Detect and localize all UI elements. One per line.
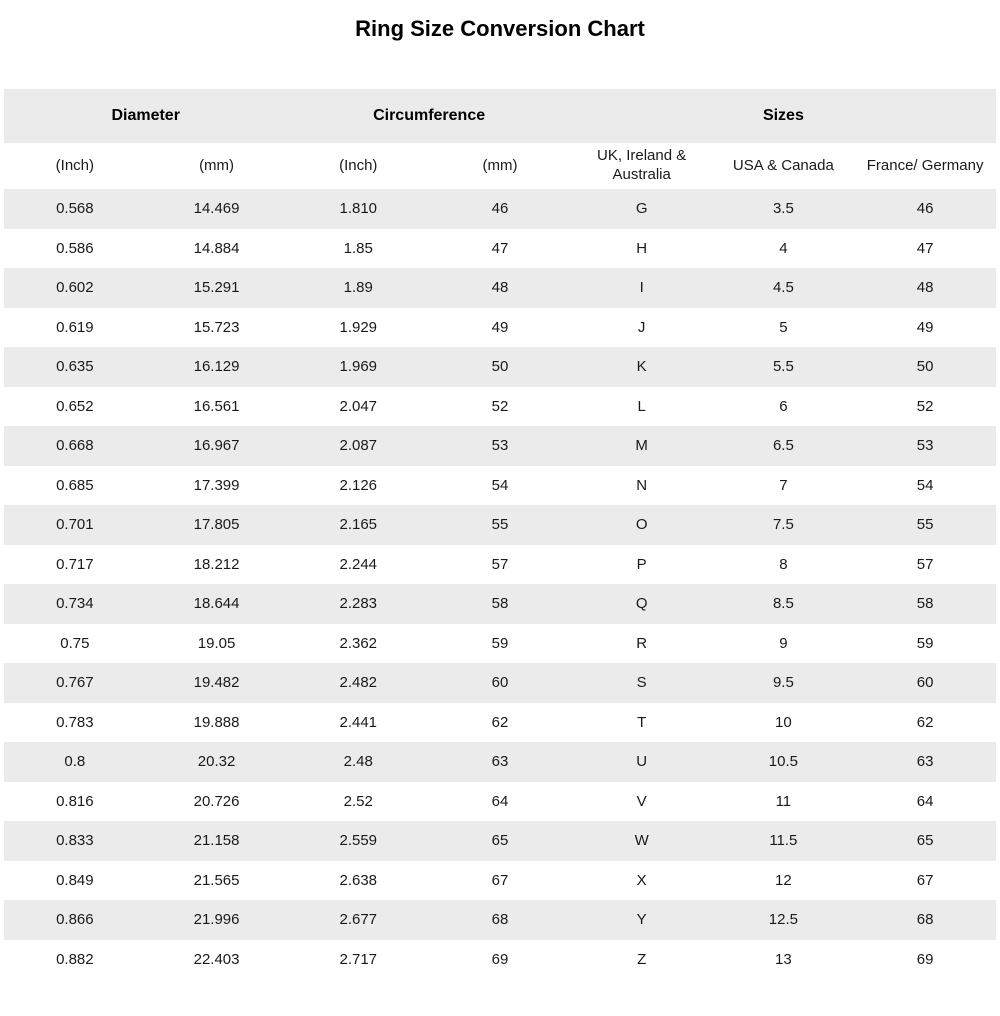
table-row: [4, 624, 996, 664]
table-cell: 12: [775, 871, 792, 889]
table-cell: 0.635: [56, 358, 94, 376]
table-cell: 0.75: [60, 634, 90, 652]
table-cell: 8: [779, 555, 788, 573]
table-row: [4, 387, 996, 427]
table-cell: 57: [491, 555, 509, 573]
table-cell: 0.816: [56, 792, 94, 810]
table-cell: M: [635, 437, 648, 455]
table-cell: 67: [916, 871, 934, 889]
table-cell: 14.884: [193, 239, 240, 257]
table-cell: 0.652: [56, 397, 94, 415]
table-row: [4, 229, 996, 269]
table-cell: 64: [491, 792, 509, 810]
column-header-france-germany: France/ Germany: [854, 143, 996, 189]
table-cell: 0.8: [64, 753, 86, 771]
table-cell: 18.212: [193, 555, 240, 573]
table-cell: 16.561: [193, 397, 240, 415]
table-cell: 65: [916, 832, 934, 850]
table-cell: 55: [491, 516, 509, 534]
table-cell: 47: [916, 239, 934, 257]
table-cell: 2.559: [339, 832, 378, 850]
column-header-circumference-inch: (Inch): [287, 143, 429, 189]
table-cell: 46: [491, 200, 509, 218]
table-row: [4, 466, 996, 506]
table-cell: 5.5: [772, 358, 794, 376]
column-group-row: [4, 89, 996, 143]
table-cell: 60: [491, 674, 509, 692]
table-cell: 58: [491, 595, 509, 613]
table-cell: O: [635, 516, 648, 534]
table-cell: 2.717: [339, 950, 378, 968]
table-cell: 3.5: [772, 200, 794, 218]
table-cell: W: [634, 832, 649, 850]
table-cell: 48: [491, 279, 509, 297]
table-cell: 19.482: [193, 674, 240, 692]
table-cell: 62: [491, 713, 509, 731]
table-cell: 0.619: [56, 318, 94, 336]
group-header-sizes: Sizes: [571, 89, 996, 143]
table-cell: 2.482: [339, 674, 378, 692]
table-cell: 46: [916, 200, 934, 218]
table-cell: 20.726: [193, 792, 240, 810]
table-row: [4, 900, 996, 940]
table-cell: 6: [779, 397, 788, 415]
table-row: [4, 940, 996, 980]
table-cell: N: [636, 476, 648, 494]
table-cell: 19.888: [193, 713, 240, 731]
table-cell: 59: [916, 634, 934, 652]
table-cell: Q: [635, 595, 648, 613]
table-cell: 2.283: [339, 595, 378, 613]
table-cell: 0.685: [56, 476, 94, 494]
table-cell: 58: [916, 595, 934, 613]
table-row: [4, 861, 996, 901]
table-cell: Y: [636, 911, 647, 929]
table-cell: 52: [491, 397, 509, 415]
table-cell: V: [636, 792, 647, 810]
table-cell: 15.291: [193, 279, 240, 297]
table-row: [4, 663, 996, 703]
table-cell: 2.441: [339, 713, 378, 731]
table-row: [4, 189, 996, 229]
column-header-row: [4, 143, 996, 189]
table-cell: 67: [491, 871, 509, 889]
table-cell: 7.5: [772, 516, 794, 534]
table-cell: 68: [916, 911, 934, 929]
table-cell: 65: [491, 832, 509, 850]
table-row: [4, 505, 996, 545]
table-cell: 53: [491, 437, 509, 455]
table-cell: 54: [491, 476, 509, 494]
table-cell: 9: [779, 634, 788, 652]
table-cell: 2.244: [339, 555, 378, 573]
table-cell: 0.882: [56, 950, 94, 968]
table-row: [4, 821, 996, 861]
table-cell: 49: [916, 318, 934, 336]
table-cell: 14.469: [193, 200, 240, 218]
table-cell: 1.810: [339, 200, 378, 218]
table-cell: 10.5: [768, 753, 798, 771]
table-cell: 1.969: [339, 358, 378, 376]
table-cell: 18.644: [193, 595, 240, 613]
table-cell: 7: [779, 476, 788, 494]
table-cell: K: [636, 358, 647, 376]
page-title: Ring Size Conversion Chart: [355, 16, 645, 41]
table-row: [4, 703, 996, 743]
table-cell: T: [637, 713, 647, 731]
table-cell: 48: [916, 279, 934, 297]
table-cell: U: [636, 753, 648, 771]
table-row: [4, 426, 996, 466]
table-cell: 1.85: [343, 239, 373, 257]
table-cell: J: [637, 318, 646, 336]
table-cell: 15.723: [193, 318, 240, 336]
table-cell: 11: [775, 792, 792, 810]
table-cell: 11.5: [769, 832, 798, 850]
table-cell: 21.565: [193, 871, 240, 889]
table-cell: 21.996: [193, 911, 240, 929]
table-cell: 0.734: [56, 595, 94, 613]
table-cell: H: [636, 239, 648, 257]
table-cell: 13: [775, 950, 792, 968]
table-cell: 10: [775, 713, 792, 731]
table-cell: 4: [779, 239, 788, 257]
table-cell: 2.362: [339, 634, 378, 652]
table-cell: 16.129: [193, 358, 240, 376]
table-cell: 62: [916, 713, 934, 731]
table-cell: R: [636, 634, 648, 652]
table-cell: 54: [916, 476, 934, 494]
column-header-circumference-mm: (mm): [429, 143, 571, 189]
table-cell: 2.48: [343, 753, 373, 771]
table-cell: 17.805: [193, 516, 240, 534]
table-cell: 53: [916, 437, 934, 455]
table-cell: 47: [491, 239, 509, 257]
table-cell: 69: [491, 950, 509, 968]
table-cell: I: [639, 279, 644, 297]
table-cell: 5: [779, 318, 788, 336]
table-cell: 0.717: [56, 555, 94, 573]
table-cell: 0.568: [56, 200, 94, 218]
column-header-diameter-mm: (mm): [146, 143, 288, 189]
table-cell: 0.849: [56, 871, 94, 889]
table-cell: 69: [916, 950, 934, 968]
table-cell: 50: [916, 358, 934, 376]
table-cell: 2.52: [343, 792, 373, 810]
table-cell: 2.126: [339, 476, 378, 494]
table-cell: 49: [491, 318, 509, 336]
table-cell: 20.32: [197, 753, 236, 771]
table-cell: 68: [491, 911, 509, 929]
table-cell: 55: [916, 516, 934, 534]
table-row: [4, 347, 996, 387]
table-cell: 0.701: [56, 516, 94, 534]
table-cell: 4.5: [772, 279, 794, 297]
column-header-usa-canada: USA & Canada: [713, 143, 855, 189]
table-cell: 63: [491, 753, 509, 771]
table-cell: G: [635, 200, 648, 218]
table-cell: S: [636, 674, 647, 692]
table-cell: 9.5: [772, 674, 794, 692]
table-cell: 0.602: [56, 279, 94, 297]
ring-size-conversion-table: [4, 89, 996, 979]
table-row: [4, 545, 996, 585]
table-cell: 16.967: [193, 437, 240, 455]
table-cell: X: [636, 871, 647, 889]
column-header-uk-ireland-australia: UK, Ireland & Australia: [571, 143, 713, 189]
table-header: [4, 89, 996, 189]
group-header-circumference: Circumference: [287, 89, 570, 143]
table-cell: 22.403: [193, 950, 240, 968]
table-cell: 0.833: [56, 832, 94, 850]
table-cell: L: [637, 397, 646, 415]
table-cell: 52: [916, 397, 934, 415]
table-cell: 64: [916, 792, 934, 810]
table-cell: 2.087: [339, 437, 378, 455]
table-cell: 0.586: [56, 239, 94, 257]
table-cell: 57: [916, 555, 934, 573]
table-cell: 0.668: [56, 437, 94, 455]
table-cell: P: [636, 555, 647, 573]
table-cell: 1.929: [339, 318, 378, 336]
table-cell: 1.89: [343, 279, 373, 297]
table-cell: 17.399: [193, 476, 240, 494]
table-cell: 2.638: [339, 871, 378, 889]
table-cell: 2.047: [339, 397, 378, 415]
table-cell: 8.5: [772, 595, 794, 613]
table-cell: 2.677: [339, 911, 378, 929]
table-cell: 60: [916, 674, 934, 692]
table-cell: 0.783: [56, 713, 94, 731]
group-header-diameter: Diameter: [4, 89, 287, 143]
table-row: [4, 584, 996, 624]
column-header-diameter-inch: (Inch): [4, 143, 146, 189]
table-cell: 21.158: [193, 832, 240, 850]
table-cell: 2.165: [339, 516, 378, 534]
table-cell: Z: [637, 950, 647, 968]
table-row: [4, 308, 996, 348]
table-row: [4, 742, 996, 782]
table-cell: 0.767: [56, 674, 94, 692]
table-cell: 63: [916, 753, 934, 771]
table-cell: 6.5: [772, 437, 794, 455]
table-cell: 0.866: [56, 911, 94, 929]
table-row: [4, 268, 996, 308]
table-cell: 59: [491, 634, 509, 652]
table-cell: 19.05: [197, 634, 236, 652]
table-row: [4, 782, 996, 822]
table-body: [4, 189, 996, 979]
table-cell: 50: [491, 358, 509, 376]
table-cell: 12.5: [768, 911, 798, 929]
